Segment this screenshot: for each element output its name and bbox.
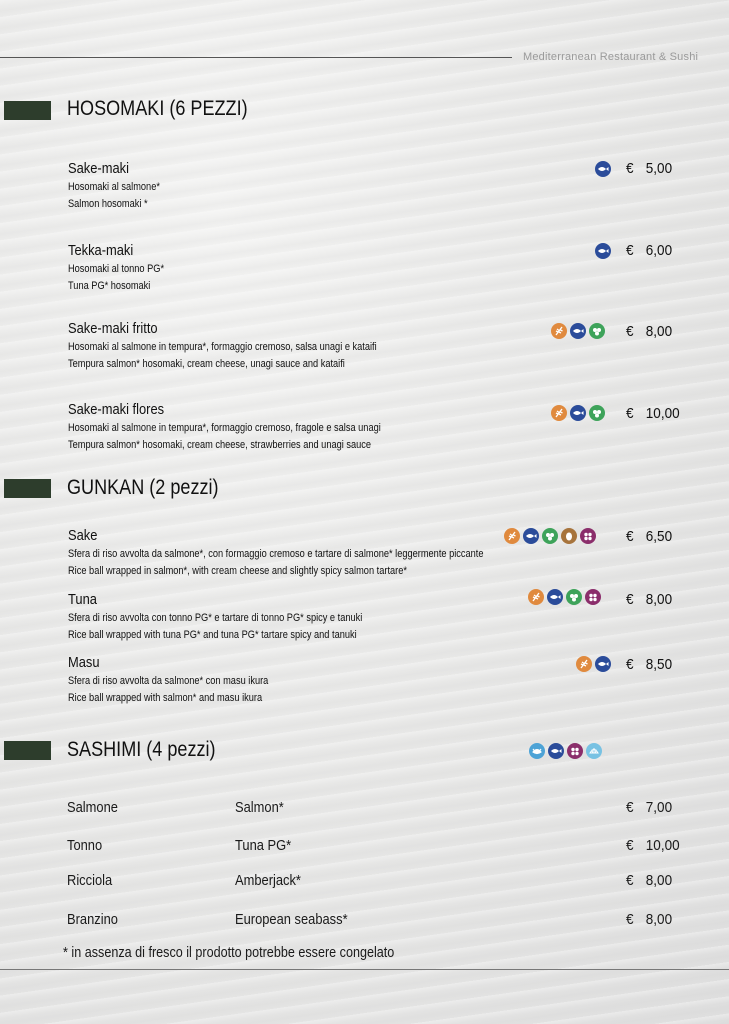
item-name: Sake-maki fritto — [68, 320, 158, 337]
sashimi-name-en: Amberjack* — [235, 872, 301, 889]
item-desc-en: Tempura salmon* hosomaki, cream cheese, strawberries and unagi sauce — [68, 439, 372, 451]
item-price: € 6,00 — [626, 242, 673, 259]
gluten-icon — [551, 405, 567, 421]
milk-icon — [542, 528, 558, 544]
allergen-icons — [551, 405, 605, 421]
header-rule — [0, 57, 512, 58]
table-row — [67, 872, 687, 892]
crustacean-icon — [529, 743, 545, 759]
gluten-icon — [528, 589, 544, 605]
item-name: Sake-maki — [68, 160, 129, 177]
sashimi-price: € 8,00 — [626, 911, 673, 928]
sashimi-name-en: European seabass* — [235, 911, 348, 928]
egg-icon — [561, 528, 577, 544]
item-name: Sake — [68, 527, 98, 544]
fish-icon — [595, 656, 611, 672]
footnote: * in assenza di fresco il prodotto potrebbe essere congelato — [63, 944, 395, 961]
item-price: € 8,00 — [626, 323, 673, 340]
section-title-gunkan: GUNKAN (2 pezzi) — [67, 476, 219, 499]
fish-icon — [547, 589, 563, 605]
allergen-icons — [576, 656, 611, 672]
sashimi-name-it: Branzino — [67, 911, 118, 928]
milk-icon — [566, 589, 582, 605]
menu-item — [68, 160, 668, 213]
gluten-icon — [551, 323, 567, 339]
soy-icon — [580, 528, 596, 544]
item-desc-it: Sfera di riso avvolta con tonno PG* e tartare di tonno PG* spicy e tanuki — [68, 612, 363, 624]
fish-icon — [548, 743, 564, 759]
allergen-icons — [528, 589, 601, 605]
table-row — [67, 911, 687, 931]
gluten-icon — [504, 528, 520, 544]
item-name: Tuna — [68, 591, 97, 608]
allergen-icons — [529, 743, 602, 759]
footer-rule — [0, 969, 729, 970]
restaurant-tagline: Mediterranean Restaurant & Sushi — [523, 51, 699, 63]
item-desc-en: Tempura salmon* hosomaki, cream cheese, unagi sauce and kataifi — [68, 358, 345, 370]
section-bar — [4, 479, 51, 498]
allergen-icons — [595, 161, 611, 177]
item-desc-it: Sfera di riso avvolta da salmone* con masu ikura — [68, 675, 269, 687]
table-row — [67, 799, 687, 819]
item-desc-en: Rice ball wrapped in salmon*, with cream cheese and slightly spicy salmon tartare* — [68, 565, 407, 577]
fish-icon — [595, 161, 611, 177]
section-bar — [4, 741, 51, 760]
item-desc-it: Sfera di riso avvolta da salmone*, con formaggio cremoso e tartare di salmone* leggermente piccante — [68, 548, 484, 560]
item-price: € 6,50 — [626, 528, 673, 545]
sashimi-name-en: Tuna PG* — [235, 837, 292, 854]
item-price: € 8,50 — [626, 656, 673, 673]
milk-icon — [589, 405, 605, 421]
milk-icon — [589, 323, 605, 339]
mollusc-icon — [586, 743, 602, 759]
item-name: Masu — [68, 654, 100, 671]
item-price: € 8,00 — [626, 591, 673, 608]
fish-icon — [523, 528, 539, 544]
sashimi-price: € 8,00 — [626, 872, 673, 889]
item-desc-en: Tuna PG* hosomaki — [68, 280, 151, 292]
sashimi-price: € 10,00 — [626, 837, 680, 854]
allergen-icons — [504, 528, 596, 544]
soy-icon — [585, 589, 601, 605]
section-bar — [4, 101, 51, 120]
allergen-icons — [595, 243, 611, 259]
sashimi-name-it: Salmone — [67, 799, 118, 816]
item-price: € 10,00 — [626, 405, 680, 422]
section-title-hosomaki: HOSOMAKI (6 PEZZI) — [67, 97, 248, 120]
item-name: Sake-maki flores — [68, 401, 165, 418]
sashimi-name-it: Ricciola — [67, 872, 113, 889]
item-desc-it: Hosomaki al tonno PG* — [68, 263, 165, 275]
item-desc-it: Hosomaki al salmone* — [68, 181, 160, 193]
menu-item — [68, 242, 668, 295]
gluten-icon — [576, 656, 592, 672]
sashimi-name-it: Tonno — [67, 837, 103, 854]
sashimi-name-en: Salmon* — [235, 799, 284, 816]
item-desc-en: Rice ball wrapped with salmon* and masu ikura — [68, 692, 263, 704]
item-desc-en: Salmon hosomaki * — [68, 198, 148, 210]
item-desc-en: Rice ball wrapped with tuna PG* and tuna PG* tartare spicy and tanuki — [68, 629, 357, 641]
item-price: € 5,00 — [626, 160, 673, 177]
fish-icon — [570, 323, 586, 339]
fish-icon — [595, 243, 611, 259]
table-row — [67, 837, 687, 857]
soy-icon — [567, 743, 583, 759]
fish-icon — [570, 405, 586, 421]
item-desc-it: Hosomaki al salmone in tempura*, formaggio cremoso, fragole e salsa unagi — [68, 422, 381, 434]
section-title-sashimi: SASHIMI (4 pezzi) — [67, 738, 216, 761]
item-name: Tekka-maki — [68, 242, 134, 259]
item-desc-it: Hosomaki al salmone in tempura*, formaggio cremoso, salsa unagi e kataifi — [68, 341, 377, 353]
sashimi-price: € 7,00 — [626, 799, 673, 816]
allergen-icons — [551, 323, 605, 339]
